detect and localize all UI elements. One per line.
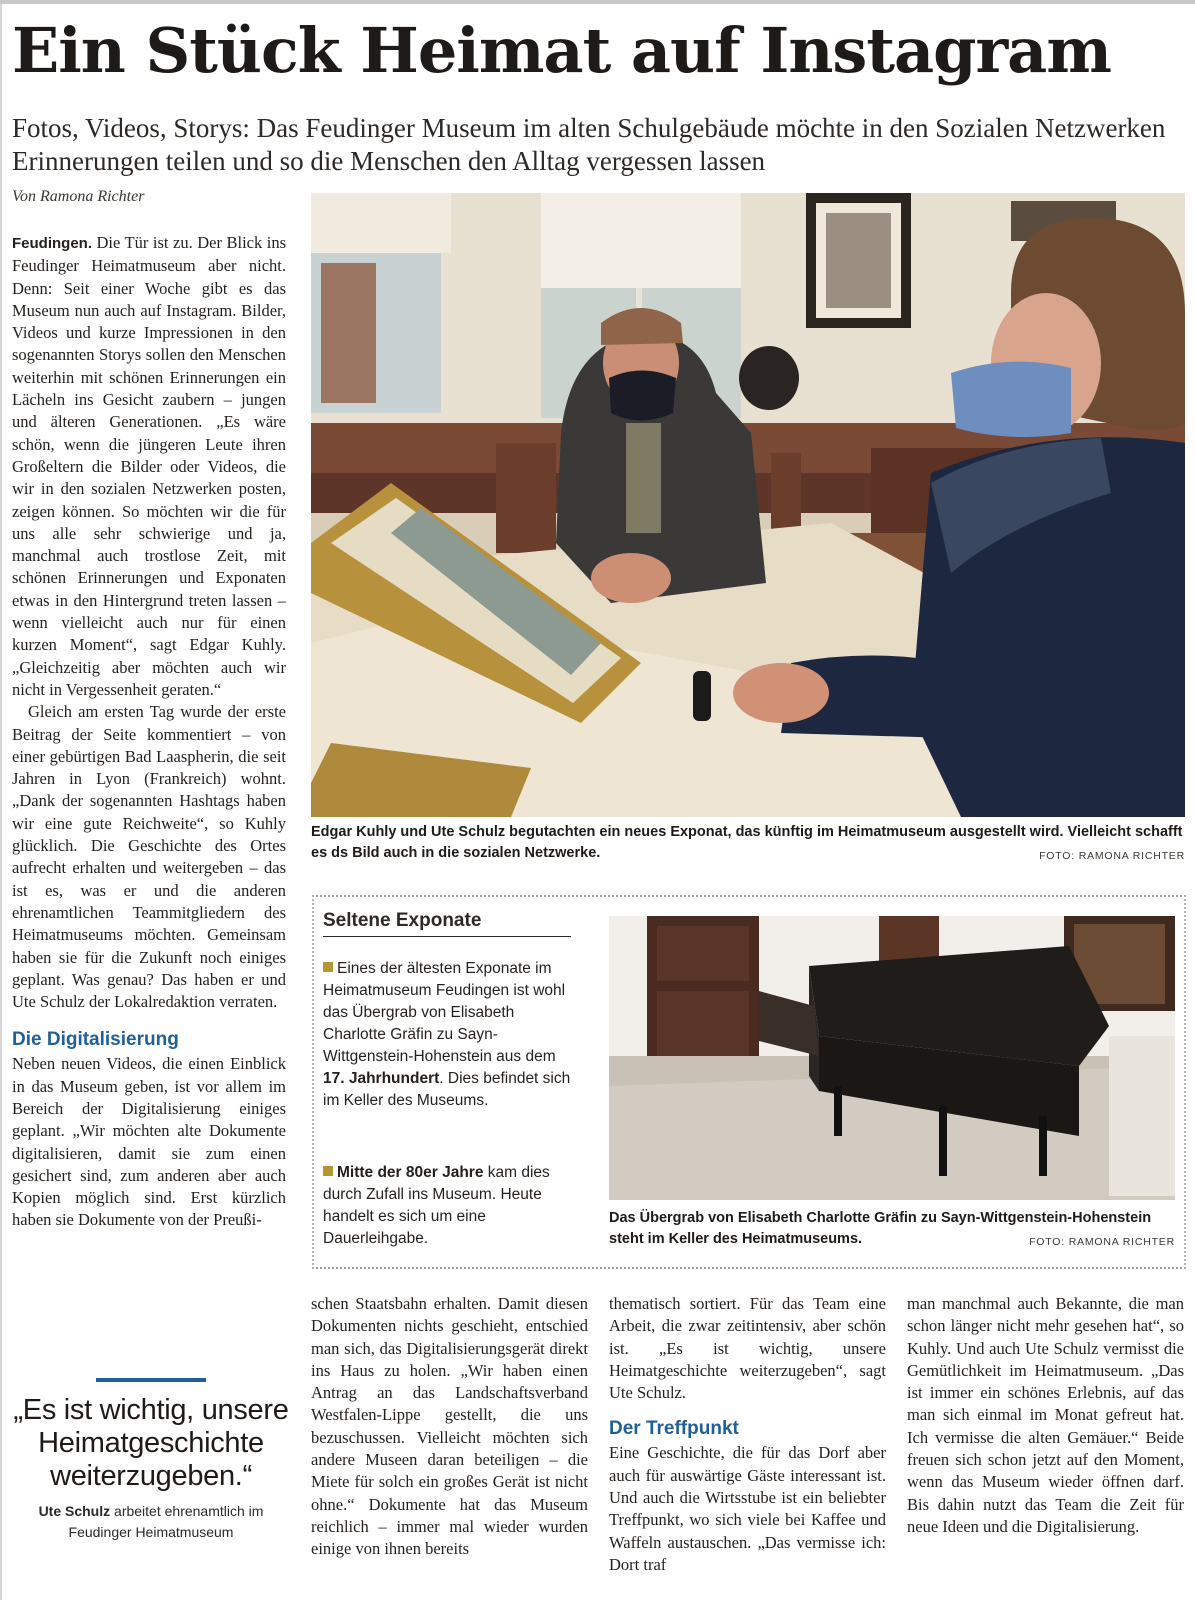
subheadline: Fotos, Videos, Storys: Das Feudinger Museum im alten Schulgebäude möchte in den Sozialen Netzwerken Erinnerungen teilen und so die Menschen den Alltag vergessen lassen: [12, 113, 1166, 176]
paragraph-column-2: schen Staatsbahn erhalten. Damit diesen Dokumenten nichts geschieht, entschied man sich, das Digitalisierungsgerät direkt ins Haus zu holen. „Wir haben einen Antrag an das Landschaftsverband Westfalen-Lippe gestellt, die uns bezuschussen. Vielleicht möchten sich andere Museen daran beteiligen – die Miete für solch ein großes Gerät ist nicht ohne.“ Dokumente hat das Museum reichlich – immer mal wieder wurden einige von ihnen bereits: [311, 1294, 588, 1559]
top-border: [0, 0, 1195, 4]
subhead-digitalisierung: Die Digitalisierung: [12, 1029, 179, 1051]
paragraph-column-4: man manchmal auch Bekannte, die man schon länger nicht mehr gesehen hat“, so Kuhly. Und auch Ute Schulz vermisst die Gemütlichkeit im Heimatmuseum. „Das ist immer ein schönes Erlebnis, auf das man sich einmal im Monat gefreut hat. Ich vermisse die alten Gemäuer.“ Beide freuen sich schon jetzt auf den Moment, wenn das Museum wieder öffnen darf. Bis dahin nutzt das Team die Zeit für neue Ideen und die Digitalisierung.: [907, 1294, 1184, 1536]
article-column-1: [12, 232, 286, 1232]
byline: Von Ramona Richter: [12, 188, 145, 205]
infobox-item-2-bold: Mitte der 80er Jahre: [337, 1164, 484, 1181]
infobox-item-1-end: . Dies befindet sich im Keller des Museums.: [323, 1070, 571, 1109]
infobox-photo-caption-text: Das Übergrab von Elisabeth Charlotte Gräfin zu Sayn-Wittgenstein-Hohenstein steht im Keller des Heimatmuseums.: [609, 1210, 1152, 1247]
main-photo-credit: FOTO: RAMONA RICHTER: [1039, 850, 1185, 862]
paragraph-column-3a: thematisch sortiert. Für das Team eine Arbeit, die zwar zeitintensiv, aber schön ist. „Es ist wichtig, unsere Heimatgeschichte weiterzugeben“, sagt Ute Schulz.: [609, 1294, 886, 1403]
infobox-item-1-text: Eines der ältesten Exponate im Heimatmuseum Feudingen ist wohl das Übergrab von Elisabeth Charlotte Gräfin zu Sayn-Wittgenstein-Hohenstein aus dem: [323, 960, 566, 1065]
bullet-square-icon: [323, 1166, 333, 1176]
infobox-title: Seltene Exponate: [323, 909, 571, 937]
paragraph-intro: [12, 232, 286, 701]
dateline: Feudingen.: [12, 235, 92, 252]
pull-quote-name: Ute Schulz: [38, 1503, 111, 1519]
infobox-item-1: [323, 958, 573, 1112]
infobox-item-2: [323, 1162, 573, 1250]
headline: Ein Stück Heimat auf Instagram: [12, 14, 1111, 87]
infobox-item-2-text: kam dies durch Zufall ins Museum. Heute handelt es sich um eine Dauerleihgabe.: [323, 1164, 550, 1247]
pull-quote-text: „Es ist wichtig, unsere Heimatgeschichte weiterzugeben.“: [13, 1394, 289, 1492]
bullet-square-icon: [323, 962, 333, 972]
infobox-item-1-bold: 17. Jahrhundert: [323, 1070, 440, 1087]
main-photo-caption-text: Edgar Kuhly und Ute Schulz begutachten ein neues Exponat, das künftig im Heimatmuseum ausgestellt wird. Vielleicht schafft es ds Bild auch in die sozialen Netzwerke.: [311, 824, 1183, 861]
main-photo: [311, 193, 1185, 817]
pull-quote-rule: [96, 1378, 206, 1382]
pull-quote-role: arbeitet ehrenamtlich im Feudinger Heimatmuseum: [68, 1503, 264, 1540]
infobox-photo-credit: FOTO: RAMONA RICHTER: [1029, 1236, 1175, 1248]
pull-quote: [10, 1378, 292, 1543]
pull-quote-attribution: [10, 1501, 292, 1543]
infobox-photo-caption: [609, 1208, 1175, 1253]
paragraph-column-3b: Eine Geschichte, die für das Dorf aber auch für auswärtige Gäste interessant ist. Und auch die Wirtsstube ist ein beliebter Treffpunkt, wo sich viele bei Kaffee und Waffeln austauschen. „Das vermisse ich: Dort traf: [609, 1443, 886, 1574]
intro-text: Die Tür ist zu. Der Blick ins Feudinger Heimatmuseum aber nicht. Denn: Seit einer Woche gibt es das Museum nun auch auf Instagram. Bilder, Videos und kurze Impressionen in den sogenannten Storys sollen den Menschen weiterhin mit schönen Erinnerungen ein Lächeln ins Gesicht zaubern – jungen und älteren Generationen. „Es wäre schön, wenn die jüngeren Leute ihren Großeltern die Bilder oder Videos, die wir in den sozialen Netzwerken posten, zeigen können. So möchten wir die für uns alle sehr schwierige und ja, manchmal auch trostlose Zeit, mit schönen Erinnerungen und Exponaten etwas in den Hintergrund treten lassen – wenn vielleicht auch nur für einen kurzen Moment“, sagt Edgar Kuhly. „Gleichzeitig aber möchten auch wir nicht in Vergessenheit geraten.“: [12, 233, 286, 699]
article-column-2: [311, 1293, 588, 1561]
left-border: [0, 4, 2, 1600]
infobox-photo: [609, 916, 1175, 1200]
article-column-4: [907, 1293, 1184, 1538]
main-photo-caption: [311, 822, 1185, 867]
paragraph-digitalisierung: Neben neuen Videos, die einen Einblick in das Museum geben, ist vor allem im Bereich der Digitalisierung einiges geplant. „Wir möchten alte Dokumente digitalisieren, damit sie zum einen gesichert sind, zum anderen aber auch Kopien möglich sind. Erst kürzlich haben sie Dokumente von der Preußi-: [12, 1054, 286, 1230]
paragraph-second: Gleich am ersten Tag wurde der erste Beitrag der Seite kommentiert – von einer gebürtigen Bad Laaspherin, die seit Jahren in Lyon (Frankreich) wohnt. „Dank der sogenannten Hashtags haben wir eine gute Reichweite“, so Kuhly glücklich. Die Geschichte des Ortes aufrecht erhalten und weitergeben – das ist es, was er und die anderen ehrenamtlichen Teammitgliedern des Heimatmuseums möchten. Gemeinsam haben sie für die Zukunft noch einiges geplant. Was genau? Das haben er und Ute Schulz der Lokalredaktion verraten.: [12, 702, 286, 1012]
article-column-3: [609, 1293, 886, 1576]
subhead-treffpunkt: Der Treffpunkt: [609, 1418, 739, 1440]
